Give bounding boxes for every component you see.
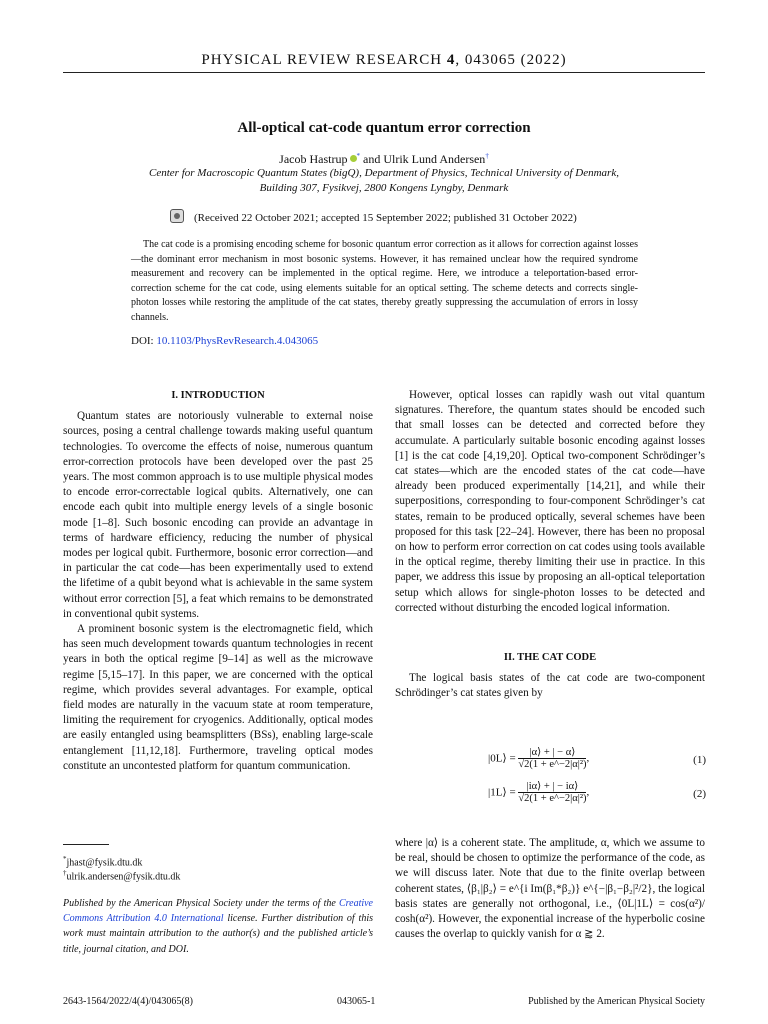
affiliation-line-2: Building 307, Fysikvej, 2800 Kongens Lyngby, Denmark	[259, 182, 509, 194]
license-pre: Published by the American Physical Society under the terms of the	[63, 898, 339, 909]
left-column	[63, 388, 373, 774]
intro-paragraph-3: However, optical losses can rapidly wash out vital quantum signatures. Therefore, the quantum states should be encoded such that small losses can be detected and corrected before they accumulate. A particularly suitable bosonic encoding against losses [1] is the cat code [4,19,20]. Optical two-component Schrödinger’s cat states—which are the encoded states of the cat code—have already been produced experimentally [14,21], and while their superpositions, corresponding to four-component Schrödinger’s cat states, remain to be produced optically, several schemes have been proposed for this task [22–24]. However, there has been no proposal on how to perform error correction on cat codes using tools available in the optical regime, thereby limiting their use in practice. In this paper, we address this issue by proposing an all-optical teleportation setup which allows for single-photon losses to be detected and corrected without disturbing the encoded logical information.	[395, 389, 705, 614]
footnote-1-email[interactable]: jhast@fysik.dtu.dk	[66, 857, 143, 869]
equation-1-number: (1)	[693, 754, 706, 766]
equation-1-fraction	[518, 746, 586, 770]
affiliation-line-1: Center for Macroscopic Quantum States (bigQ), Department of Physics, Technical University of Denmark,	[149, 167, 619, 179]
right-column-lower	[395, 836, 705, 942]
equation-1-numerator: |α⟩ + | − α⟩	[518, 746, 586, 759]
intro-paragraph-2: A prominent bosonic system is the electromagnetic field, which has seen much development towards quantum technologies in recent years in both the optical regime [9–14] as well as the microwave regime [5,15–17]. In this paper, we are concerned with the optical regime, which provides several advantages. For example, optical field modes are naturally in the vacuum state at room temperature, limiting the requirement for cryogenics. Additionally, optical modes are easily entangled using beamsplitters (BSs), enabling large-scale entanglement [11,12,18]. Furthermore, traveling optical modes constitute an uncontested platform for quantum communication.	[63, 623, 373, 772]
footnote-1-mark: *	[63, 855, 67, 863]
right-column	[395, 388, 705, 702]
license-notice	[63, 896, 373, 957]
section-heading-cat-code: II. THE CAT CODE	[503, 652, 597, 664]
author-2-mark[interactable]: †	[485, 152, 489, 160]
journal-volume: 4	[446, 52, 456, 68]
footnote-1	[63, 855, 142, 868]
doi	[131, 335, 318, 347]
equation-2-fraction	[518, 780, 586, 804]
received-text: (Received 22 October 2021; accepted 15 September 2022; published 31 October 2022)	[194, 212, 577, 224]
abstract: The cat code is a promising encoding scheme for bosonic quantum error correction as it allows for correction against losses—the dominant error mechanism in most bosonic systems. However, it has remained unclear how the required syndrome measurement and recovery can be implemented in the optical regime. Here, we introduce a teleportation-based error-correction scheme for the cat code, using elements suitable for an optical setting. The scheme detects and corrects single-photon losses while restoring the amplitude of the cat states, thereby greatly suppressing the accumulation of errors in lossy channels.	[131, 239, 638, 323]
footnote-2-email[interactable]: ulrik.andersen@fysik.dtu.dk	[66, 871, 181, 883]
footnote-2-mark: †	[63, 869, 67, 877]
section-heading-introduction: I. INTRODUCTION	[171, 390, 265, 401]
equation-2: |1L⟩ = $\frac{|i\alpha⟩ + | - i\alpha⟩}{\text{√2(1 + e\textasciicircum{}−2|α|²)}}$ , (2)	[488, 781, 706, 804]
footer-issn: 2643-1564/2022/4(4)/043065(8)	[63, 996, 193, 1007]
footnote-2	[63, 869, 180, 882]
cat-code-paragraph-2b: e^{i Im(β₁*β₂)} e^{−|β₁−β₂|²/2}, the logical basis states are generally not orthogonal, i.e., ⟨0L|1L⟩ = cos(α²)/ cosh(α²). However, the exponential increase of the hyperbolic cosine causes the overlap to quickly vanish for α ⪆ 2.	[395, 882, 705, 941]
orcid-icon[interactable]	[350, 155, 357, 162]
paper-title: All-optical cat-code quantum error correction	[237, 120, 531, 136]
equation-1-denominator: √2(1 + e^−2|α|²)	[518, 759, 587, 770]
check-for-updates-icon[interactable]	[170, 209, 184, 223]
author-1-mark[interactable]: *	[356, 152, 360, 160]
equation-1-lhs: |0L⟩ =	[488, 752, 516, 765]
received-dates	[170, 209, 640, 224]
doi-link[interactable]: 10.1103/PhysRevResearch.4.043065	[156, 335, 319, 347]
header-rule	[63, 72, 705, 73]
cat-code-paragraph-1: The logical basis states of the cat code are two-component Schrödinger’s cat states given by	[395, 672, 705, 700]
equation-2-numerator: |iα⟩ + | − iα⟩	[518, 780, 586, 793]
intro-paragraph-1: Quantum states are notoriously vulnerable to external noise sources, posing a central challenge towards making useful quantum technologies. To overcome the effects of noise, numerous quantum error-correction protocols have been developed over the past 25 years. The most common approach is to use multiple physical modes to encode error-correctable logical qubits. Alternatively, one can encode each qubit into multiple energy levels of a single bosonic mode [1–8]. Such bosonic encoding can provide an advantage in terms of hardware efficiency, reducing the number of physical modes per logical qubit. Furthermore, bosonic error correction—and in particular the cat code—has been experimentally used to extend the lifetime of a qubit beyond what is achievable in the same system without error correction [5], a feat which remains to be demonstrated in conventional qubit systems.	[63, 410, 373, 620]
author-2[interactable]: Ulrik Lund Andersen	[383, 152, 486, 166]
equation-2-number: (2)	[693, 788, 706, 800]
journal-name: PHYSICAL REVIEW RESEARCH	[201, 52, 443, 68]
equation-2-denominator: √2(1 + e^−2|α|²)	[518, 793, 587, 804]
journal-article: , 043065 (2022)	[455, 52, 567, 68]
author-list	[0, 152, 768, 167]
equation-1: |0L⟩ = $\frac{|\alpha⟩ + | - \alpha⟩}{\text{√2(1 + e\textasciicircum{}−2|α|²)}}$ , (1)	[488, 747, 706, 770]
license-link[interactable]: Creative Commons Attribution 4.0 International	[63, 898, 373, 925]
footer-page: 043065-1	[337, 996, 376, 1007]
author-and: and	[360, 152, 384, 166]
equation-2-lhs: |1L⟩ =	[488, 786, 516, 799]
cat-code-paragraph-2	[395, 836, 705, 942]
author-1[interactable]: Jacob Hastrup	[279, 152, 348, 166]
doi-label: DOI:	[131, 335, 157, 347]
footnote-rule	[63, 844, 109, 845]
license-post: license. Further distribution of this work must maintain attribution to the author(s) and the published article’s title, journal citation, and DOI.	[63, 913, 373, 955]
journal-header	[0, 52, 768, 69]
affiliation	[120, 166, 648, 196]
cat-code-paragraph-2a: where |α⟩ is a coherent state. The amplitude, α, which we assume to be real, should be chosen to optimize the performance of the code, as we will discuss later. Note that due to the finite overlap between coherent states, ⟨β₁|β₂⟩ =	[395, 837, 705, 895]
footer-publisher: Published by the American Physical Society	[528, 996, 705, 1007]
